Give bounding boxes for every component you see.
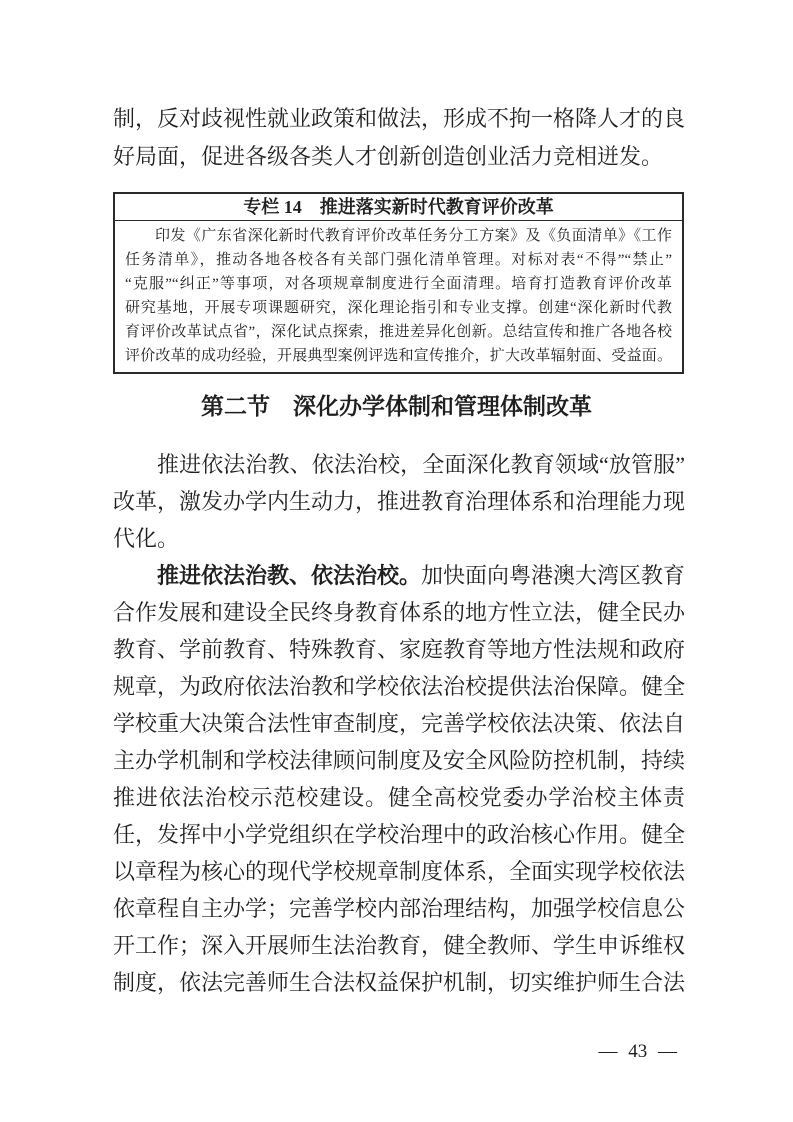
text-line: 制度，依法完善师生合法权益保护机制，切实维护师生合法 — [113, 970, 686, 995]
main-paragraph — [113, 557, 685, 1001]
text-line: 研究基地，开展专项课题研究，深化理论指引和专业支撑。创建“深化新时代教 — [125, 300, 672, 316]
feature-box-body — [115, 221, 682, 372]
text-line: 推进依法治校示范校建设。健全高校党委办学治校主体责 — [113, 785, 685, 810]
text-line: 好局面，促进各级各类人才创新创造创业活力竞相迸发。 — [113, 144, 664, 169]
section-heading: 第二节 深化办学体制和管理体制改革 — [201, 394, 592, 419]
text-line: “克服”“纠正”等事项，对各项规章制度进行全面清理。培育打造教育评价改革 — [125, 276, 672, 292]
text-line: 改革，激发办学内生动力，推进教育治理体系和治理能力现 — [113, 489, 686, 514]
continuation-paragraph — [113, 100, 685, 176]
text-line: 制，反对歧视性就业政策和做法，形成不拘一格降人才的良 — [113, 106, 686, 131]
intro-paragraph — [113, 446, 685, 557]
text-line: 依章程自主办学；完善学校内部治理结构，加强学校信息公 — [113, 896, 686, 921]
text-line: 推进依法治教、依法治校，全面深化教育领域“放管服” — [157, 452, 685, 477]
text-line: 评价改革的成功经验，开展典型案例评选和宣传推介，扩大改革辐射面、受益面。 — [125, 348, 672, 364]
text-line: 开工作；深入开展师生法治教育，健全教师、学生申诉维权 — [113, 933, 686, 958]
text-line: 规章，为政府依法治教和学校依法治校提供法治保障。健全 — [113, 674, 686, 699]
feature-box — [113, 192, 684, 374]
text-line: 代化。 — [113, 526, 180, 551]
text-line: 任，发挥中小学党组织在学校治理中的政治核心作用。健全 — [113, 822, 686, 847]
text-line: 以章程为核心的现代学校规章制度体系，全面实现学校依法 — [113, 859, 686, 884]
text-line: 印发《广东省深化新时代教育评价改革任务分工方案》及《负面清单》《工作 — [155, 228, 672, 244]
text-line: 推进依法治教、依法治校。加快面向粤港澳大湾区教育 — [157, 563, 686, 588]
text-line: 主办学机制和学校法律顾问制度及安全风险防控机制，持续 — [113, 748, 686, 773]
text-line: 合作发展和建设全民终身教育体系的地方性立法，健全民办 — [113, 600, 686, 625]
page-number: — 43 — — [598, 1041, 677, 1062]
paragraph-bold-lead: 推进依法治教、依法治校。 — [157, 563, 422, 588]
text-line: 教育、学前教育、特殊教育、家庭教育等地方性法规和政府 — [113, 637, 686, 662]
text-line: 育评价改革试点省”，深化试点探索，推进差异化创新。总结宣传和推广各地各校 — [125, 324, 672, 340]
feature-box-title: 专栏 14 推进落实新时代教育评价改革 — [115, 194, 682, 221]
text-line: 学校重大决策合法性审查制度，完善学校依法决策、依法自 — [113, 711, 686, 736]
text-line: 任务清单》，推动各地各校各有关部门强化清单管理。对标对表“不得”“禁止” — [125, 252, 672, 268]
